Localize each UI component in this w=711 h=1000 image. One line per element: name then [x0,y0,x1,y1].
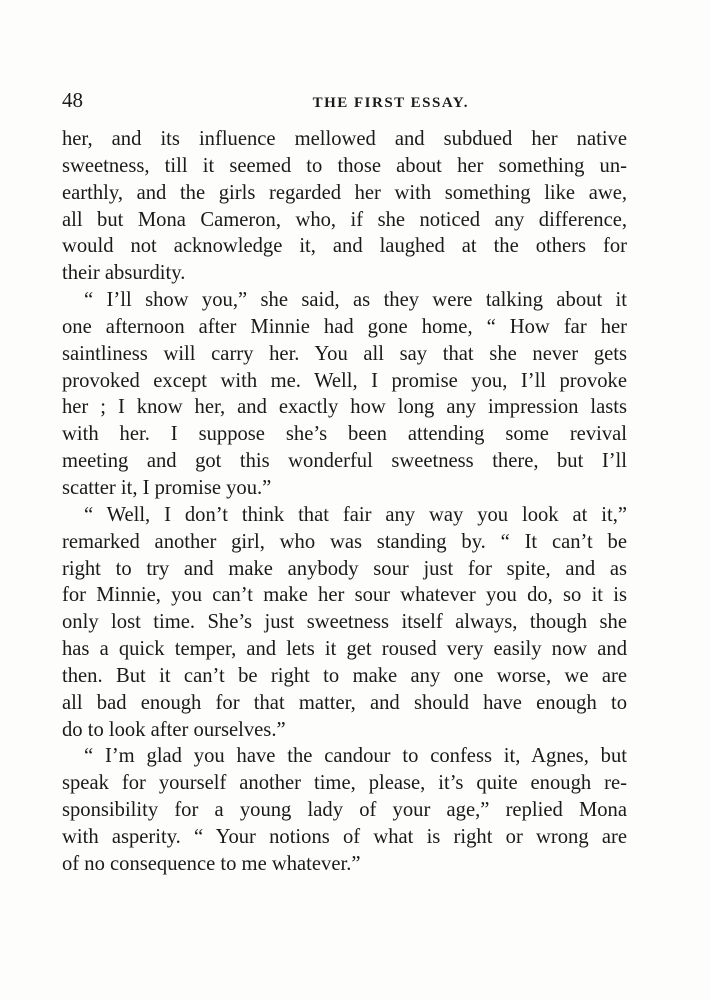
text-line: one afternoon after Minnie had gone home, “ How far her [62,315,627,338]
text-line: would not acknowledge it, and laughed at the others for [62,235,627,258]
page-header [62,88,627,113]
text-line: all but Mona Cameron, who, if she noticed any difference, [62,208,627,231]
text-line: their absurdity. [62,262,186,285]
text-line: with her. I suppose she’s been attending some revival [62,423,627,446]
running-head: THE FIRST ESSAY. [312,95,469,111]
text-line: for Minnie, you can’t make her sour whatever you do, so it is [62,584,627,607]
text-line: saintliness will carry her. You all say that she never gets [62,342,627,365]
body-text [62,126,627,878]
text-line: do to look after ourselves.” [62,718,286,741]
text-line: sponsibility for a young lady of your age,” replied Mona [62,799,627,822]
text-line: “ I’m glad you have the candour to confess it, Agnes, but [84,745,627,768]
text-line: “ Well, I don’t think that fair any way you look at it,” [84,503,627,526]
text-line: then. But it can’t be right to make any one worse, we are [62,664,627,687]
text-line: remarked another girl, who was standing by. “ It can’t be [62,530,627,553]
text-line: speak for yourself another time, please, it’s quite enough re- [62,772,627,795]
text-line: right to try and make anybody sour just for spite, and as [62,557,627,580]
text-line: provoked except with me. Well, I promise you, I’ll provoke [62,369,627,392]
text-line: with asperity. “ Your notions of what is right or wrong are [62,825,627,848]
text-line: “ I’ll show you,” she said, as they were talking about it [84,289,627,312]
text-line: earthly, and the girls regarded her with something like awe, [62,181,627,204]
text-line: all bad enough for that matter, and should have enough to [62,691,627,714]
text-line: scatter it, I promise you.” [62,476,272,499]
text-line: her ; I know her, and exactly how long any impression lasts [62,396,627,419]
text-line: only lost time. She’s just sweetness itself always, though she [62,611,627,634]
text-line: her, and its influence mellowed and subdued her native [62,128,627,150]
text-line: meeting and got this wonderful sweetness there, but I’ll [62,450,627,473]
text-line: has a quick temper, and lets it get roused very easily now and [62,638,627,661]
text-line: of no consequence to me whatever.” [62,852,361,875]
page-number: 48 [62,88,83,112]
text-line: sweetness, till it seemed to those about her something un- [62,154,627,177]
